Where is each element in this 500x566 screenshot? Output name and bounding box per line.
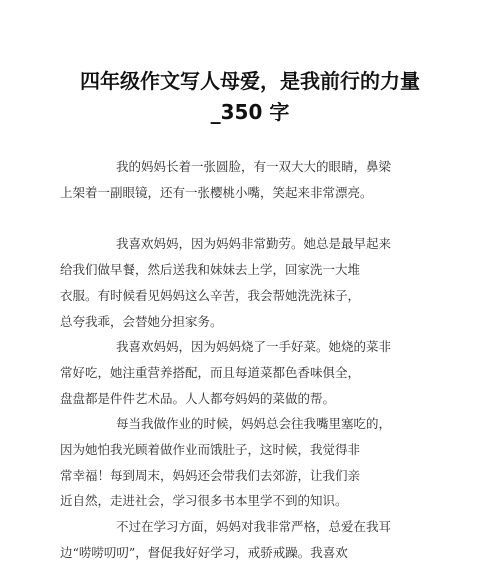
- paragraph-line: 盘盘都是件件艺术品。人人都夸妈妈的菜做的帮。: [60, 390, 336, 406]
- paragraph: [60, 154, 421, 205]
- article-title: [60, 66, 440, 128]
- paragraph-line: 我的妈妈长着一张圆脸，有一双大大的眼睛，鼻梁: [116, 159, 392, 174]
- paragraph-line: 不过在学习方面，妈妈对我非常严格，总爱在我耳: [116, 519, 392, 535]
- article-title-line-1: 四年级作文写人母爱，是我前行的力量: [80, 69, 420, 93]
- article-title-line-2: _350 字: [210, 100, 290, 124]
- paragraph-line: 近自然，走进社会，学习很多书本里学不到的知识。: [60, 493, 348, 509]
- paragraph-gap: [88, 205, 421, 231]
- paragraph-line: 每当我做作业的时候，妈妈总会往我嘴里塞吃的，: [116, 416, 392, 432]
- article-body: [60, 154, 421, 566]
- paragraph-line: 我喜欢妈妈，因为妈妈烧了一手好菜。她烧的菜非: [116, 339, 392, 355]
- paragraph-line: 常好吃，她注重营养搭配，而且每道菜都色香味俱全，: [60, 364, 361, 380]
- paragraph-line: 边“唠唠叨叨”，督促我好好学习，戒骄戒躁。我喜欢: [60, 544, 348, 560]
- paragraph-line: 衣服。有时候看见妈妈这么辛苦，我会帮她洗洗袜子，: [60, 287, 361, 303]
- paragraph: [60, 514, 421, 565]
- paragraph: [60, 231, 421, 334]
- paragraph: [60, 411, 421, 514]
- paragraph-line: 总夸我乖，会替她分担家务。: [60, 313, 223, 329]
- paragraph: [60, 334, 421, 411]
- paragraph-line: 我喜欢妈妈，因为妈妈非常勤劳。她总是最早起来: [116, 236, 392, 252]
- paragraph-line: 给我们做早餐，然后送我和妹妹去上学，回家洗一大堆: [60, 262, 361, 278]
- paragraph-line: 常幸福！每到周末，妈妈还会带我们去郊游，让我们亲: [60, 467, 361, 483]
- paragraph-line: 因为她怕我光顾着做作业而饿肚子，这时候，我觉得非: [60, 442, 361, 458]
- paragraph-line: 上架着一副眼镜，还有一张樱桃小嘴，笑起来非常漂亮。: [60, 184, 373, 200]
